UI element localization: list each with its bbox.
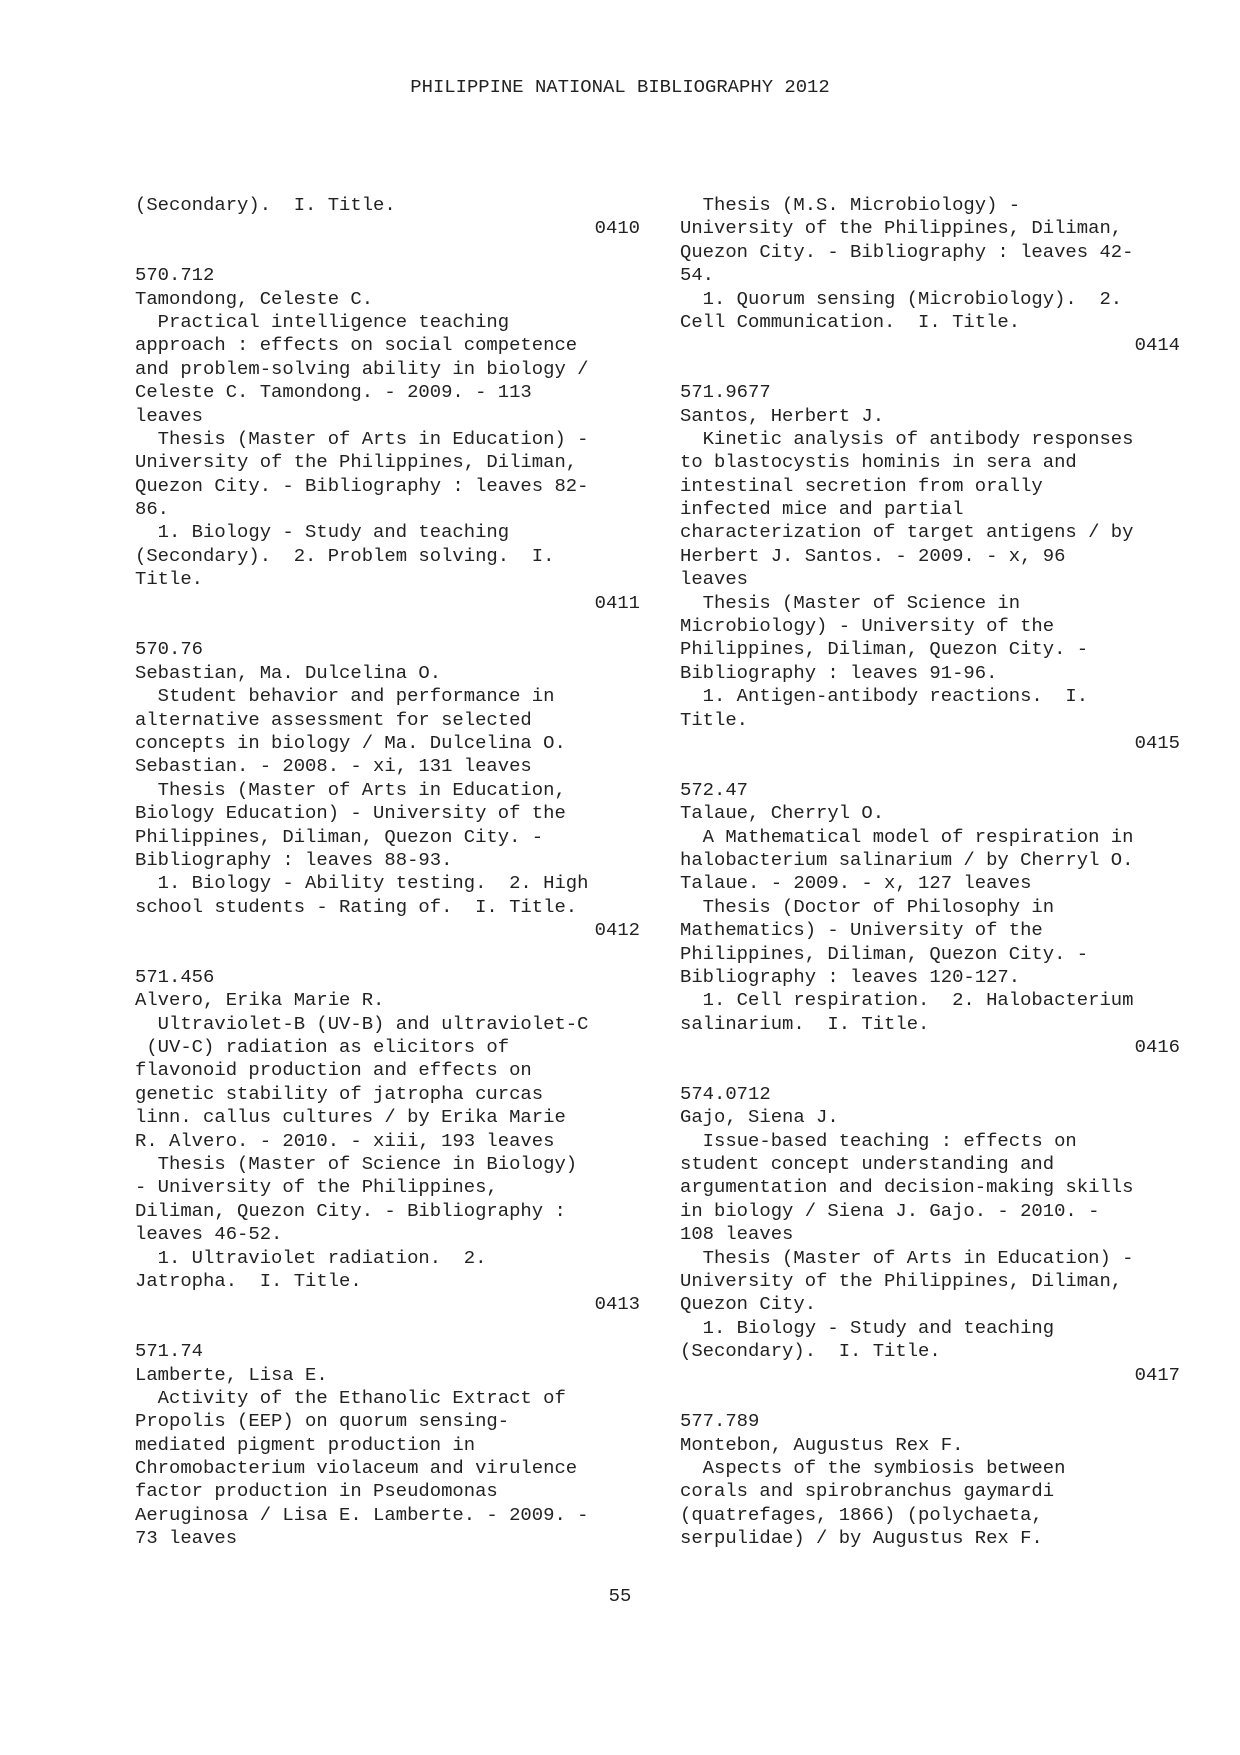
entry-line: Diliman, Quezon City. - Bibliography :: [135, 1199, 566, 1222]
entry-line: - University of the Philippines,: [135, 1176, 498, 1199]
entry-line: Thesis (Master of Science in: [680, 591, 1021, 614]
author-name: Lamberte, Lisa E.: [135, 1363, 328, 1386]
entry-line: mediated pigment production in: [135, 1433, 476, 1456]
control-number: 0414: [1134, 334, 1180, 357]
entry-line: Issue-based teaching : effects on: [680, 1129, 1077, 1152]
entry-line: Quezon City. - Bibliography : leaves 42-: [680, 240, 1134, 263]
entry-line: alternative assessment for selected: [135, 708, 532, 731]
entry-line: corals and spirobranchus gaymardi: [680, 1480, 1055, 1503]
continued-entry: [135, 194, 640, 241]
entry-line: Microbiology) - University of the: [680, 615, 1055, 638]
entry-line: Title.: [680, 708, 749, 731]
bibliography-entry: [135, 264, 640, 615]
call-number: 577.789: [680, 1410, 760, 1433]
control-number: 0415: [1134, 731, 1180, 754]
entry-line: characterization of target antigens / by: [680, 521, 1134, 544]
entry-line: intestinal secretion from orally: [680, 474, 1043, 497]
call-number: 571.9677: [680, 381, 771, 404]
entry-line: Jatropha. I. Title.: [135, 1269, 362, 1292]
entry-line: 54.: [680, 264, 715, 287]
entry-line: leaves: [680, 568, 749, 591]
entry-line: (UV-C) radiation as elicitors of: [135, 1036, 510, 1059]
entry-line: 108 leaves: [680, 1223, 794, 1246]
entry-line: (Secondary). I. Title.: [680, 1340, 941, 1363]
entry-line: leaves: [135, 404, 204, 427]
entry-line: Biology Education) - University of the: [135, 802, 566, 825]
entry-line: 1. Antigen-antibody reactions. I.: [680, 685, 1089, 708]
call-number: 570.712: [135, 264, 215, 287]
entry-line: linn. callus cultures / by Erika Marie: [135, 1106, 566, 1129]
entry-line: and problem-solving ability in biology /: [135, 357, 589, 380]
call-number: 574.0712: [680, 1082, 771, 1105]
call-number: 570.76: [135, 638, 204, 661]
entry-line: 1. Quorum sensing (Microbiology). 2.: [680, 287, 1123, 310]
entry-line: (Secondary). 2. Problem solving. I.: [135, 544, 555, 567]
entry-line: Philippines, Diliman, Quezon City. -: [680, 638, 1089, 661]
entry-line: concepts in biology / Ma. Dulcelina O.: [135, 731, 566, 754]
entry-line: student concept understanding and: [680, 1153, 1055, 1176]
entry-line: 1. Biology - Study and teaching: [135, 521, 510, 544]
entry-line: Quezon City. - Bibliography : leaves 82-: [135, 474, 589, 497]
continued-entry: [680, 194, 1180, 358]
entry-line: Thesis (Master of Arts in Education,: [135, 778, 566, 801]
entry-line: Aspects of the symbiosis between: [680, 1457, 1066, 1480]
entry-line: 1. Biology - Ability testing. 2. High: [135, 872, 589, 895]
call-number: 571.456: [135, 965, 215, 988]
entry-line: in biology / Siena J. Gajo. - 2010. -: [680, 1199, 1100, 1222]
entry-line: Thesis (Master of Arts in Education) -: [680, 1246, 1134, 1269]
entry-line: Chromobacterium violaceum and virulence: [135, 1457, 578, 1480]
bibliography-entry: [135, 966, 640, 1317]
bibliography-entry: [680, 1410, 1180, 1550]
entry-line: Quezon City.: [680, 1293, 817, 1316]
control-number: 0416: [1134, 1036, 1180, 1059]
entry-line: Title.: [135, 568, 204, 591]
entry-line: Celeste C. Tamondong. - 2009. - 113: [135, 381, 532, 404]
entry-line: Bibliography : leaves 120-127.: [680, 965, 1021, 988]
entry-line: 1. Ultraviolet radiation. 2.: [135, 1246, 487, 1269]
bibliography-entry: [680, 381, 1180, 755]
entry-line: (Secondary). I. Title.: [135, 194, 396, 216]
entry-line: Activity of the Ethanolic Extract of: [135, 1386, 566, 1409]
left-column: [135, 194, 640, 1551]
entry-line: Philippines, Diliman, Quezon City. -: [135, 825, 544, 848]
entry-line: Bibliography : leaves 91-96.: [680, 661, 998, 684]
call-number: 572.47: [680, 778, 749, 801]
entry-line: Ultraviolet-B (UV-B) and ultraviolet-C: [135, 1012, 589, 1035]
entry-line: school students - Rating of. I. Title.: [135, 895, 578, 918]
right-column: [680, 194, 1180, 1551]
entry-line: flavonoid production and effects on: [135, 1059, 532, 1082]
entry-line: University of the Philippines, Diliman,: [135, 451, 578, 474]
entry-line: salinarium. I. Title.: [680, 1012, 930, 1035]
entry-line: Talaue. - 2009. - x, 127 leaves: [680, 872, 1032, 895]
entry-line: halobacterium salinarium / by Cherryl O.: [680, 848, 1134, 871]
entry-line: Herbert J. Santos. - 2009. - x, 96: [680, 544, 1066, 567]
entry-line: Kinetic analysis of antibody responses: [680, 427, 1134, 450]
control-number: 0417: [1134, 1363, 1180, 1386]
entry-line: Student behavior and performance in: [135, 685, 555, 708]
bibliography-entry: [135, 1340, 640, 1551]
entry-line: R. Alvero. - 2010. - xiii, 193 leaves: [135, 1129, 555, 1152]
control-number: 0412: [594, 919, 640, 942]
entry-line: University of the Philippines, Diliman,: [680, 1269, 1123, 1292]
entry-line: Philippines, Diliman, Quezon City. -: [680, 942, 1089, 965]
entry-line: Propolis (EEP) on quorum sensing-: [135, 1410, 510, 1433]
entry-line: 1. Biology - Study and teaching: [680, 1316, 1055, 1339]
entry-line: Thesis (Doctor of Philosophy in: [680, 895, 1055, 918]
entry-line: argumentation and decision-making skills: [680, 1176, 1134, 1199]
entry-line: Practical intelligence teaching: [135, 310, 510, 333]
entry-line: Sebastian. - 2008. - xi, 131 leaves: [135, 755, 532, 778]
entry-line: Thesis (Master of Arts in Education) -: [135, 427, 589, 450]
author-name: Alvero, Erika Marie R.: [135, 989, 385, 1012]
page-header: PHILIPPINE NATIONAL BIBLIOGRAPHY 2012: [410, 76, 830, 98]
author-name: Santos, Herbert J.: [680, 404, 885, 427]
bibliography-entry: [135, 638, 640, 942]
entry-line: factor production in Pseudomonas: [135, 1480, 498, 1503]
control-number: 0410: [594, 217, 640, 240]
entry-line: Cell Communication. I. Title.: [680, 310, 1021, 333]
entry-line: Thesis (M.S. Microbiology) -: [680, 194, 1021, 216]
entry-line: Bibliography : leaves 88-93.: [135, 848, 453, 871]
control-number: 0411: [594, 591, 640, 614]
bibliography-entry: [680, 779, 1180, 1060]
author-name: Sebastian, Ma. Dulcelina O.: [135, 661, 442, 684]
author-name: Tamondong, Celeste C.: [135, 287, 374, 310]
author-name: Montebon, Augustus Rex F.: [680, 1433, 964, 1456]
entry-line: approach : effects on social competence: [135, 334, 578, 357]
author-name: Talaue, Cherryl O.: [680, 802, 885, 825]
entry-line: genetic stability of jatropha curcas: [135, 1082, 544, 1105]
entry-line: 86.: [135, 498, 170, 521]
entry-line: 73 leaves: [135, 1527, 238, 1550]
entry-line: to blastocystis hominis in sera and: [680, 451, 1077, 474]
entry-line: Thesis (Master of Science in Biology): [135, 1153, 578, 1176]
entry-line: Aeruginosa / Lisa E. Lamberte. - 2009. -: [135, 1503, 589, 1526]
entry-line: 1. Cell respiration. 2. Halobacterium: [680, 989, 1134, 1012]
call-number: 571.74: [135, 1340, 204, 1363]
page-number: 55: [608, 1585, 632, 1607]
entry-line: A Mathematical model of respiration in: [680, 825, 1134, 848]
entry-line: Mathematics) - University of the: [680, 919, 1043, 942]
entry-line: leaves 46-52.: [135, 1223, 283, 1246]
entry-line: (quatrefages, 1866) (polychaeta,: [680, 1503, 1043, 1526]
bibliography-entry: [680, 1083, 1180, 1387]
entry-line: University of the Philippines, Diliman,: [680, 217, 1123, 240]
author-name: Gajo, Siena J.: [680, 1106, 839, 1129]
entry-line: serpulidae) / by Augustus Rex F.: [680, 1527, 1043, 1550]
control-number: 0413: [594, 1293, 640, 1316]
entry-line: infected mice and partial: [680, 498, 964, 521]
